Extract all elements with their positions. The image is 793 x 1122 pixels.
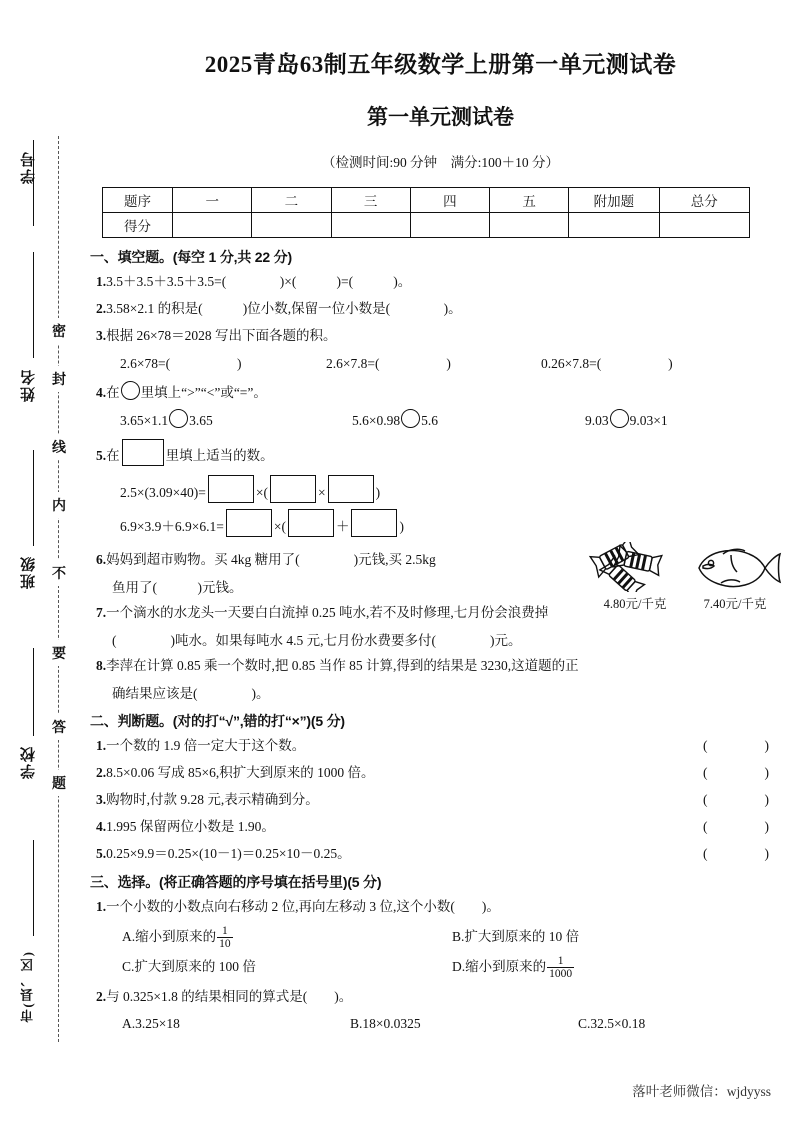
answer-parenthesis[interactable]: ( ) (703, 738, 779, 754)
answer-parenthesis[interactable]: ( ) (703, 846, 779, 862)
goods-illustration (587, 542, 783, 612)
question-text: )×( (279, 274, 297, 289)
score-table-header-cell: 题序 (103, 188, 173, 213)
question-2-1 (90, 734, 785, 759)
question-text: 里填上“>”“<”或“=”。 (140, 384, 267, 400)
question-1-4-items (90, 408, 785, 434)
seal-word: 题 (50, 770, 68, 796)
question-number: 6. (96, 552, 107, 568)
fish-icon (687, 542, 783, 592)
q3-item-close: ) (668, 355, 673, 371)
q3-item-text: 2.6×7.8=( (326, 355, 380, 371)
questions-content (88, 247, 793, 1037)
question-number: 7. (96, 604, 107, 620)
fraction-one-thousandth: $\frac{1}{1000}$ (549, 954, 573, 980)
compare-circle[interactable] (169, 409, 188, 428)
question-text: )=( (336, 274, 354, 289)
q3-item-text: 0.26×7.8=( (541, 355, 602, 371)
question-text: 购物时,付款 9.28 元,表示精确到分。 (106, 792, 319, 808)
score-table (102, 187, 750, 238)
question-3-1-options-row-2 (90, 952, 785, 982)
question-number: 3. (96, 327, 107, 343)
compare-right: 9.03×1 (629, 412, 668, 428)
question-text: 3.5＋3.5＋3.5＋3.5=( (106, 274, 227, 289)
question-text: 0.25×9.9＝0.25×(10－1)＝0.25×10－0.25。 (106, 846, 351, 862)
seal-rule (33, 840, 34, 936)
seal-sidebar (0, 0, 88, 1122)
seal-label-student-id: 学号 (21, 150, 37, 184)
question-number: 2. (96, 989, 107, 1005)
question-number: 2. (96, 300, 107, 316)
answer-parenthesis[interactable]: ( ) (703, 792, 779, 808)
q3-item-close: ) (236, 355, 242, 371)
compare-circle[interactable] (121, 381, 140, 400)
question-number: 1. (96, 274, 107, 289)
answer-box[interactable] (226, 509, 272, 537)
question-2-2 (90, 761, 785, 786)
q3-item-text: 2.6×78=( (120, 355, 171, 371)
seal-word: 要 (50, 640, 68, 666)
question-text: 在 (106, 448, 120, 464)
section-heading-choice: 三、选择。(将正确答题的序号填在括号里)(5 分) (90, 874, 382, 890)
score-cell[interactable] (252, 213, 331, 238)
question-number: 2. (96, 765, 107, 781)
question-text: 3.58×2.1 的积是( (106, 300, 203, 316)
q3-item (326, 351, 541, 377)
question-3-1-options-row-1 (90, 922, 785, 952)
question-text: 与 0.325×1.8 的结果相同的算式是( )。 (106, 989, 353, 1005)
score-cell[interactable] (659, 213, 749, 238)
score-table-header-cell: 附加题 (569, 188, 659, 213)
compare-circle[interactable] (610, 409, 629, 428)
score-table-header-cell: 一 (173, 188, 252, 213)
option-b[interactable]: B.18×0.0325 (350, 1016, 421, 1032)
question-number: 4. (96, 819, 107, 835)
expression-op: × (317, 484, 326, 500)
question-1-8-line2: 确结果应该是( )。 (112, 685, 270, 701)
option-b[interactable]: B.扩大到原来的 10 倍 (452, 928, 580, 944)
question-2-3 (90, 788, 785, 813)
question-number: 8. (96, 657, 107, 673)
expression-close: ) (375, 484, 381, 500)
question-text: 1.995 保留两位小数是 1.90。 (106, 819, 275, 835)
question-text: 根据 26×78＝2028 写出下面各题的积。 (106, 327, 337, 343)
seal-label-school: 学校 (21, 745, 37, 779)
score-table-header-cell: 三 (331, 188, 410, 213)
question-1-6-line2: 鱼用了( )元钱。 (112, 580, 243, 596)
seal-rule (33, 450, 34, 546)
question-number: 1. (96, 899, 107, 914)
option-a-label: A.缩小到原来的 (122, 928, 217, 944)
seal-word: 不 (50, 560, 68, 586)
seal-rule (33, 648, 34, 736)
exam-meta-line: （检测时间:90 分钟 满分:100＋10 分） (321, 155, 559, 170)
footer-watermark: 落叶老师微信：wjdyyss (632, 1084, 771, 1099)
question-1-7-line2: ( )吨水。如果每吨水 4.5 元,七月份水费要多付( )元。 (112, 632, 522, 648)
q3-item (541, 351, 673, 377)
score-cell[interactable] (173, 213, 252, 238)
question-number: 3. (96, 792, 107, 808)
question-text: )。 (443, 300, 462, 316)
expression-close: ) (399, 518, 404, 534)
goods-pictures (587, 542, 783, 592)
candy-price: 4.80元/千克 (603, 597, 667, 611)
expression-lhs: 2.5×(3.09×40)= (120, 484, 206, 500)
option-a[interactable]: A.3.25×18 (122, 1016, 180, 1032)
seal-label-district: 市(县、区) (20, 950, 35, 1023)
option-a[interactable] (122, 922, 452, 952)
section-heading-fill-in-blank: 一、填空题。(每空 1 分,共 22 分) (90, 249, 292, 265)
expression-lhs: 6.9×3.9＋6.9×6.1= (120, 518, 224, 534)
answer-box[interactable] (208, 475, 254, 503)
compare-right: 3.65 (189, 412, 213, 428)
question-3-1 (90, 895, 785, 920)
fraction-one-tenth: $\frac{1}{10}$ (219, 925, 231, 951)
compare-left: 9.03 (585, 412, 609, 428)
compare-item (585, 408, 668, 434)
score-table-header-cell: 二 (252, 188, 331, 213)
compare-item (120, 408, 352, 434)
paper-title: 第一单元测试卷 (367, 105, 514, 129)
question-1-5-line2 (90, 509, 785, 543)
compare-circle[interactable] (401, 409, 420, 428)
question-1-3 (90, 324, 785, 349)
question-text: 妈妈到超市购物。买 4kg 糖用了( )元钱,买 2.5kg (106, 552, 436, 568)
question-text: 里填上适当的数。 (165, 448, 274, 464)
score-cell[interactable] (410, 213, 489, 238)
score-table-header-cell: 四 (410, 188, 489, 213)
question-number: 5. (96, 846, 107, 862)
answer-box[interactable] (351, 509, 397, 537)
question-2-5 (90, 842, 785, 867)
fish-price: 7.40元/千克 (703, 597, 767, 611)
question-1-5 (90, 439, 785, 472)
option-c[interactable]: C.扩大到原来的 100 倍 (122, 958, 256, 974)
question-number: 4. (96, 384, 107, 400)
answer-box[interactable] (270, 475, 316, 503)
question-number: 1. (96, 738, 107, 754)
option-d[interactable] (452, 952, 575, 982)
compare-right: 5.6 (421, 412, 438, 428)
answer-parenthesis[interactable]: ( ) (703, 819, 779, 835)
question-text: 在 (106, 384, 120, 400)
score-cell[interactable] (489, 213, 568, 238)
seal-word: 封 (50, 366, 68, 392)
section-heading-judgement: 二、判断题。(对的打“√”,错的打“×”)(5 分) (90, 713, 345, 730)
question-text: 一个小数的小数点向右移动 2 位,再向左移动 3 位,这个小数( )。 (106, 899, 500, 914)
question-text: )。 (393, 274, 412, 289)
score-cell[interactable] (331, 213, 410, 238)
answer-box[interactable] (122, 439, 164, 466)
answer-box[interactable] (328, 475, 374, 503)
question-1-4 (90, 381, 785, 406)
answer-parenthesis[interactable]: ( ) (703, 765, 779, 781)
score-cell[interactable] (569, 213, 659, 238)
compare-left: 5.6×0.98 (352, 412, 401, 428)
expression-op: ×( (273, 518, 286, 534)
expression-op: ＋ (335, 518, 350, 534)
answer-box[interactable] (288, 509, 334, 537)
question-text: )位小数,保留一位小数是( (242, 300, 391, 316)
question-3-2 (90, 985, 785, 1010)
candy-icon (587, 542, 679, 592)
question-3-2-options (90, 1012, 785, 1036)
seal-word: 答 (50, 714, 68, 740)
goods-prices (587, 594, 783, 612)
document-title: 2025青岛63制五年级数学上册第一单元测试卷 (204, 52, 677, 77)
seal-label-name: 姓名 (21, 368, 37, 402)
question-1-8 (90, 654, 785, 679)
exam-paper-body (88, 0, 793, 1122)
question-2-4 (90, 815, 785, 840)
table-row-headers (103, 188, 750, 213)
score-table-row-label: 得分 (103, 213, 173, 238)
question-text: 李萍在计算 0.85 乘一个数时,把 0.85 当作 85 计算,得到的结果是 3230,这道题的正 (106, 657, 579, 673)
question-number: 5. (96, 448, 107, 464)
seal-dashed-line (58, 136, 59, 1042)
expression-op: ×( (255, 484, 268, 500)
question-1-5-line1 (90, 475, 785, 509)
question-text: 一个数的 1.9 倍一定大于这个数。 (106, 738, 306, 754)
score-table-header-cell: 总分 (659, 188, 749, 213)
seal-word: 线 (50, 434, 68, 460)
option-d-label: D.缩小到原来的 (452, 958, 547, 974)
seal-word: 内 (50, 492, 68, 518)
q3-item (120, 351, 326, 377)
q3-item-close: ) (446, 355, 451, 371)
question-text: 8.5×0.06 写成 85×6,积扩大到原来的 1000 倍。 (106, 765, 375, 781)
compare-left: 3.65×1.1 (120, 412, 169, 428)
seal-label-class: 班级 (21, 555, 37, 589)
table-row-scores (103, 213, 750, 238)
seal-rule (33, 252, 34, 358)
score-table-header-cell: 五 (489, 188, 568, 213)
compare-item (352, 408, 585, 434)
seal-word: 密 (50, 318, 68, 344)
question-text: 一个滴水的水龙头一天要白白流掉 0.25 吨水,若不及时修理,七月份会浪费掉 (106, 604, 549, 620)
option-c[interactable]: C.32.5×0.18 (578, 1016, 646, 1032)
question-1-2 (90, 297, 785, 322)
question-1-3-items (90, 351, 785, 377)
question-1-1 (90, 270, 785, 295)
